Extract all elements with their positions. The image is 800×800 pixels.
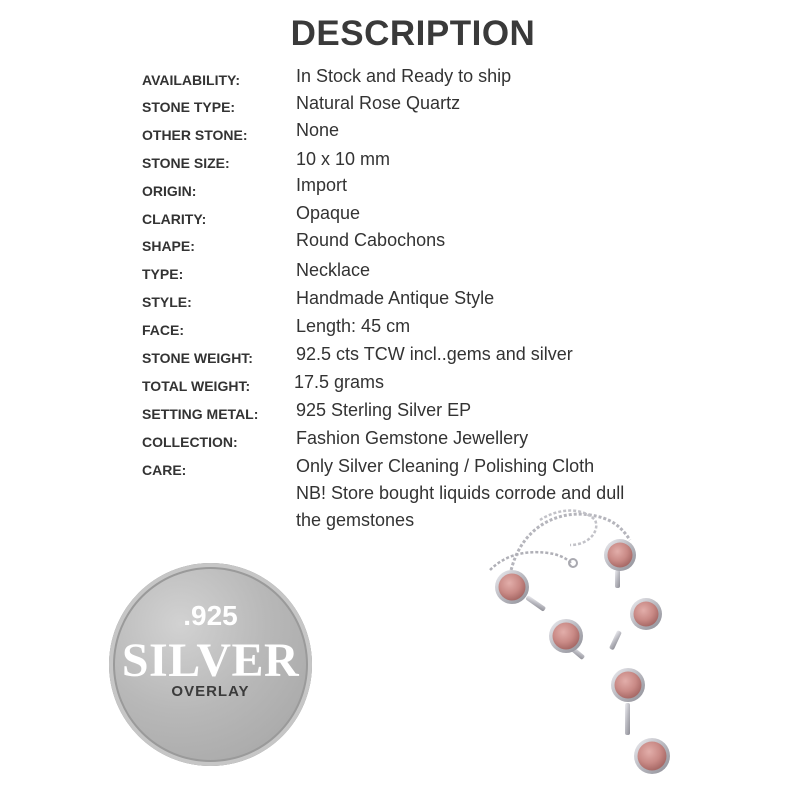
spec-row-other-stone bbox=[0, 121, 800, 147]
silver-overlay-badge bbox=[109, 563, 312, 766]
rose-quartz-stone bbox=[549, 619, 583, 653]
spec-row-style bbox=[0, 288, 800, 314]
spec-value: 925 Sterling Silver EP bbox=[296, 400, 472, 420]
spec-row-care-note-1 bbox=[0, 483, 800, 509]
spec-row-setting-metal bbox=[0, 400, 800, 426]
spec-label: AVAILABILITY: bbox=[142, 72, 240, 88]
spec-label: CLARITY: bbox=[142, 211, 207, 227]
badge-metal: SILVER bbox=[121, 634, 300, 687]
chain bbox=[540, 511, 596, 545]
link bbox=[625, 703, 630, 735]
spec-label: SHAPE: bbox=[142, 238, 195, 254]
spec-label: STONE TYPE: bbox=[142, 99, 236, 115]
spec-value: 92.5 cts TCW incl..gems and silver bbox=[296, 344, 573, 364]
spec-value: the gemstones bbox=[296, 510, 415, 530]
spec-row-care bbox=[0, 456, 800, 482]
spec-row-origin bbox=[0, 177, 800, 203]
spec-row-total-weight bbox=[0, 372, 800, 398]
spec-value: Import bbox=[296, 175, 348, 195]
spec-value: Opaque bbox=[296, 203, 361, 223]
spec-row-stone-type bbox=[0, 93, 800, 119]
spec-row-collection bbox=[0, 428, 800, 454]
chain bbox=[490, 552, 571, 570]
spec-row-type bbox=[0, 260, 800, 286]
spec-value: Only Silver Cleaning / Polishing Cloth bbox=[296, 456, 595, 476]
spec-value: Round Cabochons bbox=[296, 230, 446, 250]
rose-quartz-stone bbox=[611, 668, 645, 702]
spec-label: STONE SIZE: bbox=[142, 155, 230, 171]
spec-row-stone-weight bbox=[0, 344, 800, 370]
spec-value: NB! Store bought liquids corrode and dull bbox=[296, 483, 625, 503]
spec-label: STYLE: bbox=[142, 294, 192, 310]
rose-quartz-stone bbox=[604, 539, 636, 571]
spec-label: ORIGIN: bbox=[142, 183, 197, 199]
necklace-image bbox=[470, 495, 670, 795]
link bbox=[615, 570, 620, 588]
spec-label: STONE WEIGHT: bbox=[142, 350, 253, 366]
link bbox=[525, 595, 546, 612]
spec-row-stone-size bbox=[0, 149, 800, 175]
spec-value: Natural Rose Quartz bbox=[296, 93, 461, 113]
link bbox=[609, 630, 622, 650]
spec-row-shape bbox=[0, 232, 800, 258]
spec-value: 17.5 grams bbox=[294, 372, 385, 392]
spec-row-care-note-2 bbox=[0, 510, 800, 536]
spec-row-face bbox=[0, 316, 800, 342]
spec-label: FACE: bbox=[142, 322, 184, 338]
spec-value: 10 x 10 mm bbox=[296, 149, 391, 169]
spec-row-clarity bbox=[0, 205, 800, 231]
spec-label: COLLECTION: bbox=[142, 434, 238, 450]
rose-quartz-stone bbox=[495, 570, 529, 604]
spec-label: SETTING METAL: bbox=[142, 406, 259, 422]
spec-value: Handmade Antique Style bbox=[296, 288, 495, 308]
rose-quartz-stone bbox=[630, 598, 662, 630]
spec-row-availability bbox=[0, 66, 800, 92]
badge-overlay-label: OVERLAY bbox=[171, 683, 250, 700]
rose-quartz-stone bbox=[634, 738, 670, 774]
page-title: DESCRIPTION bbox=[290, 14, 536, 53]
spec-label: TYPE: bbox=[142, 266, 184, 282]
spec-value: In Stock and Ready to ship bbox=[296, 66, 512, 86]
spec-label: OTHER STONE: bbox=[142, 127, 248, 143]
spec-label: CARE: bbox=[142, 462, 187, 478]
badge-purity: .925 bbox=[183, 600, 238, 631]
spec-value: None bbox=[296, 120, 340, 140]
spec-value: Fashion Gemstone Jewellery bbox=[296, 428, 529, 448]
spec-value: Length: 45 cm bbox=[296, 316, 411, 336]
spec-label: TOTAL WEIGHT: bbox=[142, 378, 251, 394]
spec-value: Necklace bbox=[296, 260, 371, 280]
